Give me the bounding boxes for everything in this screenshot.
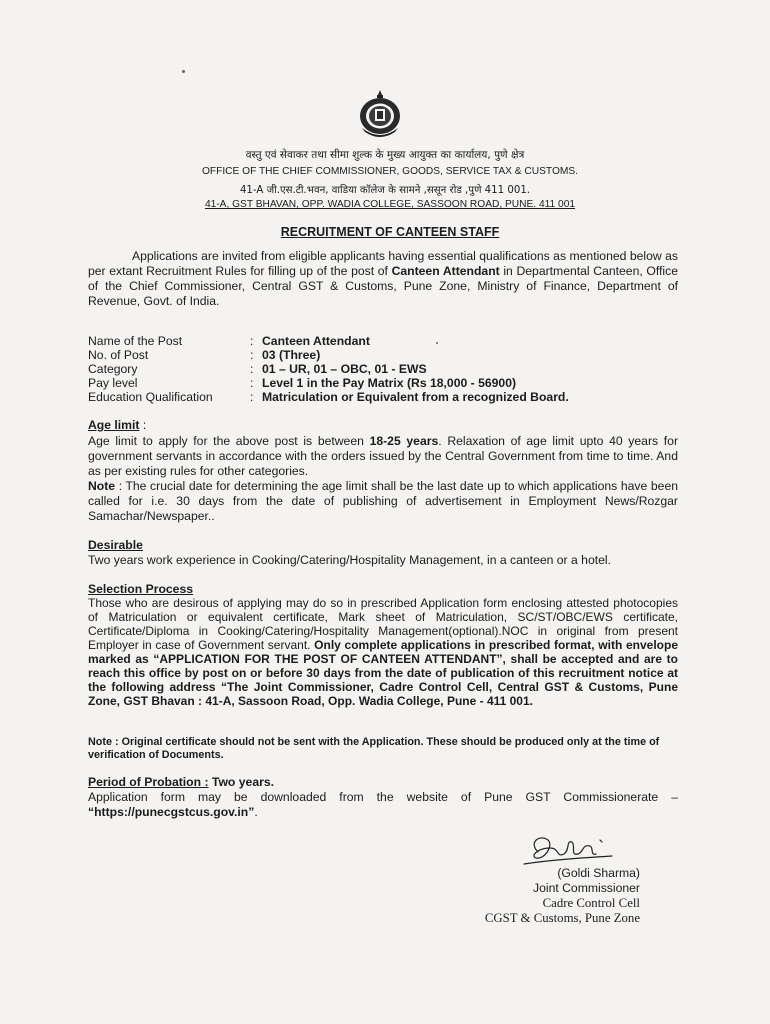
table-row: Category : 01 – UR, 01 – OBC, 01 - EWS — [88, 362, 569, 376]
table-row: No. of Post : 03 (Three) — [88, 348, 569, 362]
scan-speck — [436, 342, 438, 344]
detail-label: Name of the Post — [88, 334, 183, 348]
intro-paragraph: Applications are invited from eligible applicants having essential qualifications as mentioned below as per extant Recruitment Rules for filling up of the post of Canteen Attendant in Departmental Canteen, Office of the Chief Commissioner, Central GST & Customs, Pune Zone, Ministry of Finance, Department of Revenue, Govt. of India. — [88, 249, 678, 308]
signatory-office: CGST & Customs, Pune Zone — [484, 911, 640, 925]
signatory-cell: Cadre Control Cell — [542, 896, 640, 910]
website-link[interactable]: “https://punecgstcus.gov.in” — [88, 805, 255, 819]
table-row: Name of the Post : Canteen Attendant — [88, 334, 569, 348]
detail-value: 01 – UR, 01 – OBC, 01 - EWS — [262, 362, 427, 376]
signatory-name: (Goldi Sharma) — [557, 866, 640, 880]
age-limit-heading: Age limit : — [88, 418, 147, 432]
desirable-paragraph: Two years work experience in Cooking/Catering/Hospitality Management, in a canteen or a hotel. — [88, 553, 611, 567]
detail-label: Pay level — [88, 376, 138, 390]
selection-paragraph: Those who are desirous of applying may do so in prescribed Application form enclosing attested photocopies of Matriculation or equivalent certificate, Mark sheet of Matriculation, SC/ST/OBC/EWS certificate, Certificate/Diploma in Cooking/Catering/Hospitality Management(optional).NOC in original from present Employer in case of Government servant. Only complete applications in prescribed format, with envelope marked as “APPLICATION FOR THE POST OF CANTEEN ATTENDANT”, shall be accepted and are to reach this office by post on or before 30 days from the date of publication of this recruitment notice at the following address “The Joint Commissioner, Cadre Control Cell, Central GST & Customs, Pune Zone, GST Bhavan : 41-A, Sassoon Road, Opp. Wadia College, Pune - 411 001. — [88, 596, 678, 708]
table-row: Education Qualification : Matriculation or Equivalent from a recognized Board. — [88, 390, 569, 404]
signatory-designation: Joint Commissioner — [532, 881, 640, 895]
probation-line: Period of Probation : Two years. — [88, 775, 275, 789]
desirable-heading: Desirable — [88, 538, 143, 552]
detail-value: Canteen Attendant — [262, 334, 370, 348]
detail-label: Category — [88, 362, 138, 376]
selection-heading: Selection Process — [88, 582, 193, 596]
detail-value: 03 (Three) — [262, 348, 321, 362]
detail-label: No. of Post — [88, 348, 149, 362]
cbic-emblem-icon — [357, 88, 403, 140]
office-address-hindi: 41-A जी.एस.टी.भवन, वाडिया कॉलेज के सामने ,ससून रोड ,पुणे 411 001. — [239, 185, 531, 196]
table-row: Pay level : Level 1 in the Pay Matrix (Rs 18,000 - 56900) — [88, 376, 569, 390]
age-limit-paragraph: Age limit to apply for the above post is between 18-25 years. Relaxation of age limit upto 40 years for government servants in accordance with the orders issued by the Central Government from time to time. And as per existing rules for other categories. Note : The crucial date for determining the age limit shall be the last date up to which applications have been called for i.e. 30 days from the date of publishing of advertisement in Employment News/Rozgar Samachar/Newspaper.. — [88, 434, 678, 523]
scan-speck — [182, 70, 185, 73]
certificate-note: Note : Original certificate should not be sent with the Application. These should be produced only at the time of verification of Documents. — [88, 736, 660, 761]
detail-value: Level 1 in the Pay Matrix (Rs 18,000 - 56900) — [262, 376, 517, 390]
office-address-english: 41-A, GST BHAVAN, OPP. WADIA COLLEGE, SASSOON ROAD, PUNE. 411 001 — [204, 199, 576, 210]
signature-block — [440, 866, 640, 926]
post-details-table — [88, 334, 569, 404]
page-title: RECRUITMENT OF CANTEEN STAFF — [280, 225, 500, 239]
detail-label: Education Qualification — [88, 390, 213, 404]
download-paragraph: Application form may be downloaded from the website of Pune GST Commissionerate – “https://punecgstcus.gov.in”. — [88, 790, 678, 819]
office-name-hindi: वस्तु एवं सेवाकर तथा सीमा शुल्क के मुख्य आयुक्त का कार्यालय, पुणे क्षेत्र — [245, 149, 525, 161]
office-name-english: OFFICE OF THE CHIEF COMMISSIONER, GOODS, SERVICE TAX & CUSTOMS. — [201, 166, 579, 177]
detail-value: Matriculation or Equivalent from a recognized Board. — [262, 390, 569, 404]
